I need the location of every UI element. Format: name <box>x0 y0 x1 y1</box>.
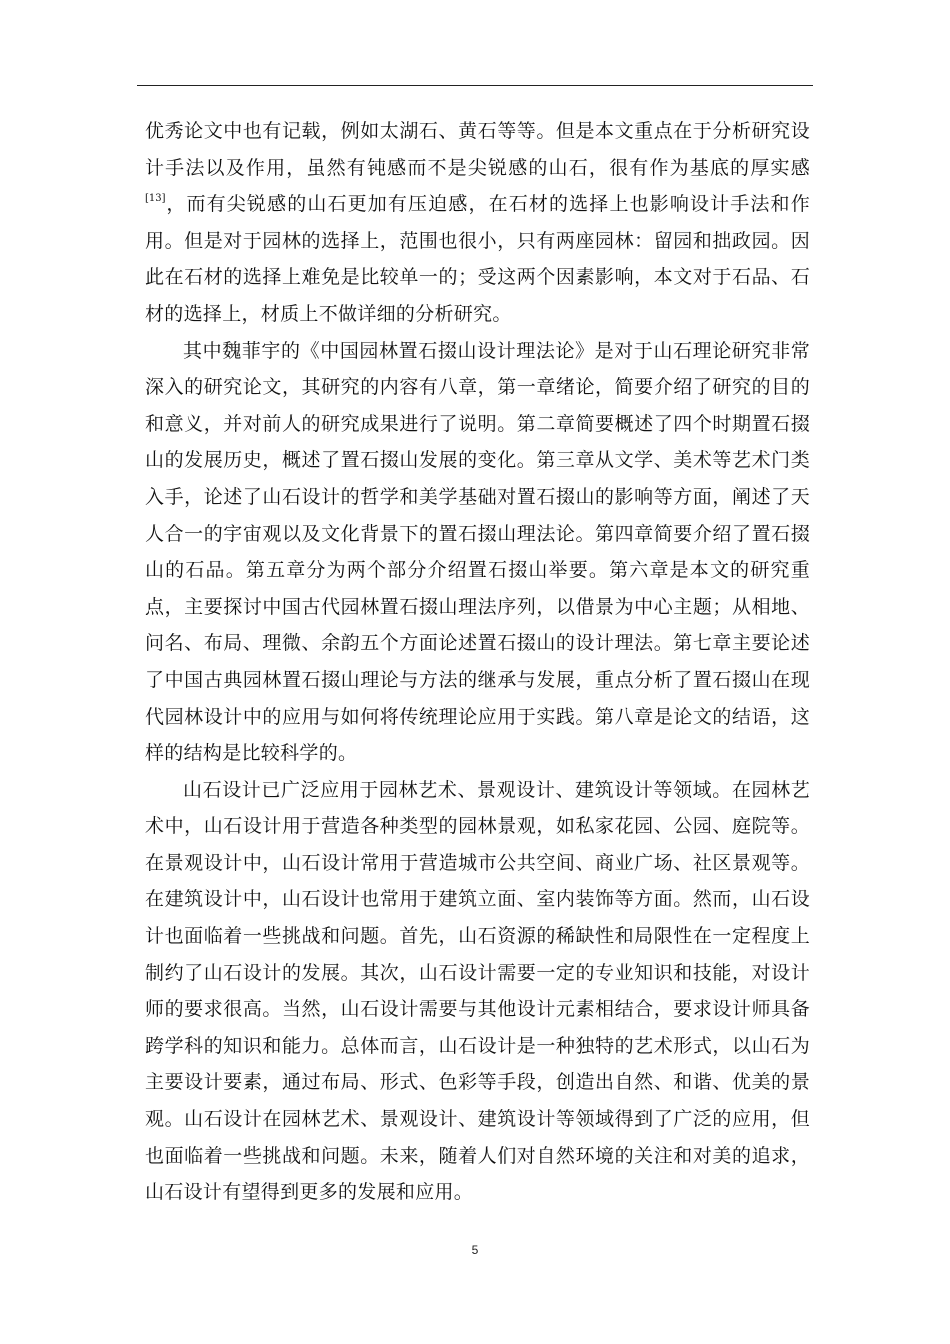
text-line: 山石设计已广泛应用于园林艺术、景观设计、建筑设计等领域。在园林艺 <box>183 778 810 801</box>
header-rule <box>137 85 813 86</box>
text-line: 和意义，并对前人的研究成果进行了说明。第二章简要概述了四个时期置石掇 <box>145 412 810 435</box>
text-line: 在景观设计中，山石设计常用于营造城市公共空间、商业广场、社区景观等。 <box>145 851 810 874</box>
text-line: 制约了山石设计的发展。其次，山石设计需要一定的专业知识和技能，对设计 <box>145 961 810 984</box>
text-line: 山石设计有望得到更多的发展和应用。 <box>145 1181 474 1204</box>
text-line: 用。但是对于园林的选择上，范围也很小，只有两座园林：留园和拙政园。因 <box>145 229 810 252</box>
text-line: 也面临着一些挑战和问题。未来，随着人们对自然环境的关注和对美的追求， <box>145 1144 810 1167</box>
paragraph-1 <box>145 113 810 333</box>
text-line: 在建筑设计中，山石设计也常用于建筑立面、室内装饰等方面。然而，山石设 <box>145 888 810 911</box>
text-line: 此在石材的选择上难免是比较单一的；受这两个因素影响，本文对于石品、石 <box>145 266 810 289</box>
text-line: 跨学科的知识和能力。总体而言，山石设计是一种独特的艺术形式，以山石为 <box>145 1034 810 1057</box>
text-line: 计也面临着一些挑战和问题。首先，山石资源的稀缺性和局限性在一定程度上 <box>145 925 810 948</box>
citation-ref[interactable]: [13] <box>145 193 166 205</box>
text-line-with-citation <box>145 186 810 223</box>
paragraph-2 <box>145 333 810 772</box>
text-line: 材的选择上，材质上不做详细的分析研究。 <box>145 302 512 325</box>
page-body <box>145 113 810 1211</box>
text-line: 深入的研究论文，其研究的内容有八章，第一章绪论，简要介绍了研究的目的 <box>145 376 810 399</box>
text-line: 主要设计要素，通过布局、形式、色彩等手段，创造出自然、和谐、优美的景 <box>145 1071 810 1094</box>
text-line: 代园林设计中的应用与如何将传统理论应用于实践。第八章是论文的结语，这 <box>145 705 810 728</box>
paragraph-3 <box>145 772 810 1211</box>
text-line: 其中魏菲宇的《中国园林置石掇山设计理法论》是对于山石理论研究非常 <box>183 339 810 362</box>
text-line: 人合一的宇宙观以及文化背景下的置石掇山理法论。第四章简要介绍了置石掇 <box>145 522 810 545</box>
text-line: 师的要求很高。当然，山石设计需要与其他设计元素相结合，要求设计师具备 <box>145 998 810 1021</box>
text-line: 问名、布局、理微、余韵五个方面论述置石掇山的设计理法。第七章主要论述 <box>145 632 810 655</box>
text-line: 计手法以及作用，虽然有钝感而不是尖锐感的山石，很有作为基底的厚实感 <box>145 156 810 179</box>
text-line: 山的发展历史，概述了置石掇山发展的变化。第三章从文学、美术等艺术门类 <box>145 449 810 472</box>
text-line-content: ，而有尖锐感的山石更加有压迫感，在石材的选择上也影响设计手法和作 <box>165 193 810 216</box>
text-line: 优秀论文中也有记载，例如太湖石、黄石等等。但是本文重点在于分析研究设 <box>145 120 810 142</box>
page-number: 5 <box>471 1243 479 1257</box>
text-line: 术中，山石设计用于营造各种类型的园林景观，如私家花园、公园、庭院等。 <box>145 815 810 838</box>
text-line: 样的结构是比较科学的。 <box>145 742 358 765</box>
text-line: 山的石品。第五章分为两个部分介绍置石掇山举要。第六章是本文的研究重 <box>145 559 810 582</box>
text-line: 观。山石设计在园林艺术、景观设计、建筑设计等领域得到了广泛的应用，但 <box>145 1108 810 1131</box>
text-line: 入手，论述了山石设计的哲学和美学基础对置石掇山的影响等方面，阐述了天 <box>145 485 810 508</box>
text-line: 了中国古典园林置石掇山理论与方法的继承与发展，重点分析了置石掇山在现 <box>145 668 810 691</box>
text-line: 点，主要探讨中国古代园林置石掇山理法序列，以借景为中心主题；从相地、 <box>145 595 810 618</box>
